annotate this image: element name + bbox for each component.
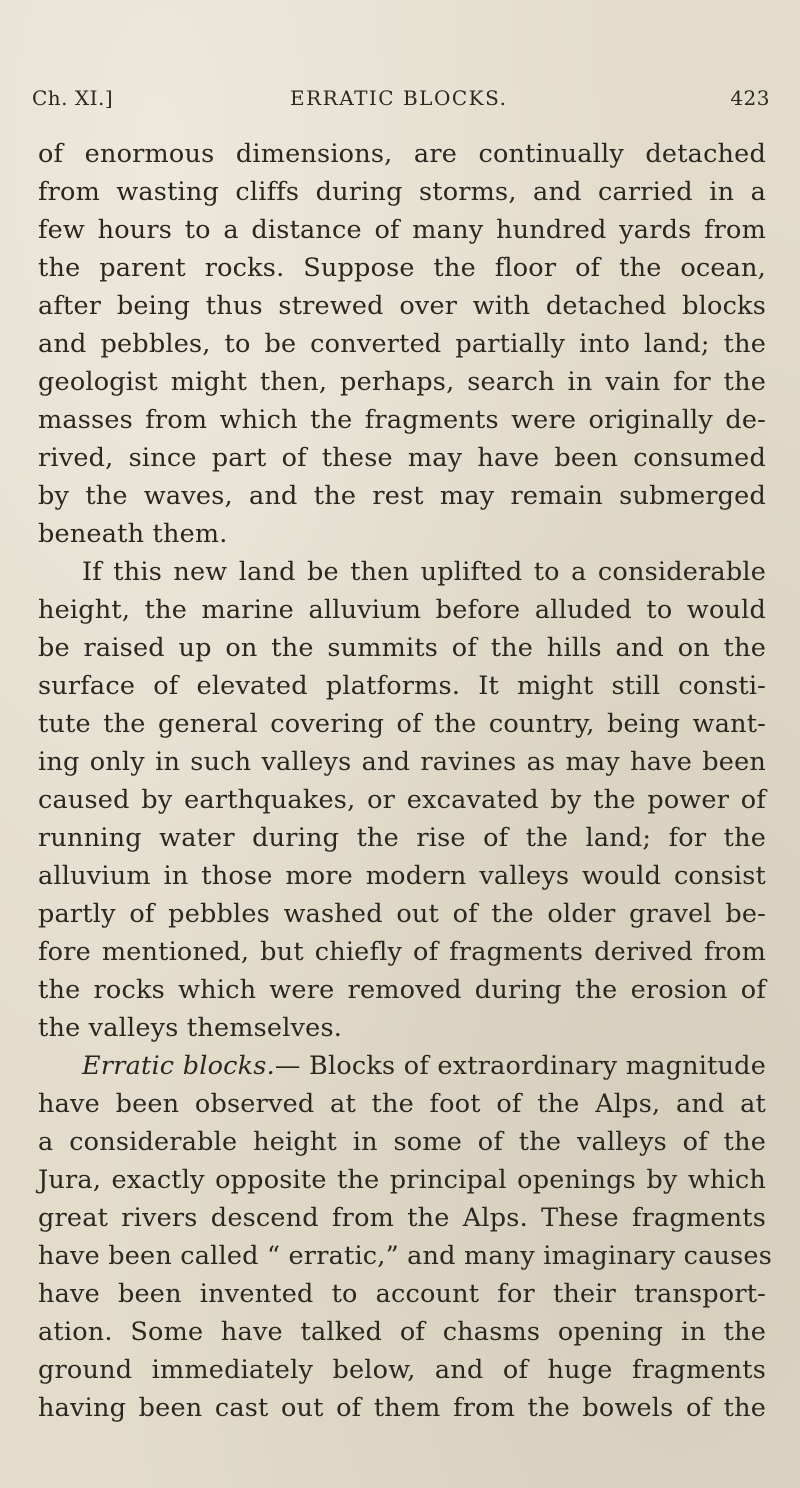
text-line: a considerable height in some of the valleys of the [38,1127,766,1157]
text-line: fore mentioned, but chiefly of fragments derived from [38,937,766,967]
text-line: running water during the rise of the land; for the [38,823,766,853]
text-line: have been called “ erratic,” and many imaginary causes [38,1241,773,1271]
text-line: caused by earthquakes, or excavated by the power of [38,785,766,815]
text-line: the valleys themselves. [38,1013,343,1043]
text-line: the parent rocks. Suppose the floor of the ocean, [38,253,766,283]
text-line: tute the general covering of the country, being want- [38,709,766,739]
text-line: having been cast out of them from the bowels of the [38,1393,766,1423]
text-line: If this new land be then uplifted to a considerable [82,557,766,587]
text-line: partly of pebbles washed out of the older gravel be- [38,899,766,929]
text-line: ground immediately below, and of huge fragments [38,1355,766,1385]
text-line: alluvium in those more modern valleys would consist [38,861,766,891]
text-line [38,1047,766,1085]
text-line: and pebbles, to be converted partially into land; the [38,329,766,359]
running-title: ERRATIC BLOCKS. [290,86,508,110]
text-line: the rocks which were removed during the erosion of [38,975,766,1005]
text-fragment: — Blocks of extraordinary magnitude [274,1051,766,1081]
text-line: geologist might then, perhaps, search in vain for the [38,367,766,397]
text-line: beneath them. [38,519,228,549]
page-number: 423 [730,86,770,110]
text-line: Jura, exactly opposite the principal openings by which [38,1165,766,1195]
text-line: height, the marine alluvium before alluded to would [38,595,766,625]
text-line: rived, since part of these may have been consumed [38,443,766,473]
text-line: be raised up on the summits of the hills and on the [38,633,766,663]
section-heading: Erratic blocks. [82,1051,275,1081]
running-head [32,86,770,120]
text-line: great rivers descend from the Alps. These fragments [38,1203,766,1233]
text-line: ation. Some have talked of chasms opening in the [38,1317,766,1347]
text-line: have been observed at the foot of the Alps, and at [38,1089,766,1119]
text-line: surface of elevated platforms. It might still consti- [38,671,766,701]
text-line: masses from which the fragments were originally de- [38,405,766,435]
text-line: ing only in such valleys and ravines as may have been [38,747,766,777]
body-text [38,135,773,1427]
text-line: after being thus strewed over with detached blocks [38,291,766,321]
chapter-reference: Ch. XI.] [32,86,114,110]
text-line: from wasting cliffs during storms, and carried in a [38,177,766,207]
text-line: by the waves, and the rest may remain submerged [38,481,766,511]
text-line: few hours to a distance of many hundred yards from [38,215,766,245]
text-line: have been invented to account for their transport- [38,1279,766,1309]
text-line: of enormous dimensions, are continually detached [38,139,766,169]
